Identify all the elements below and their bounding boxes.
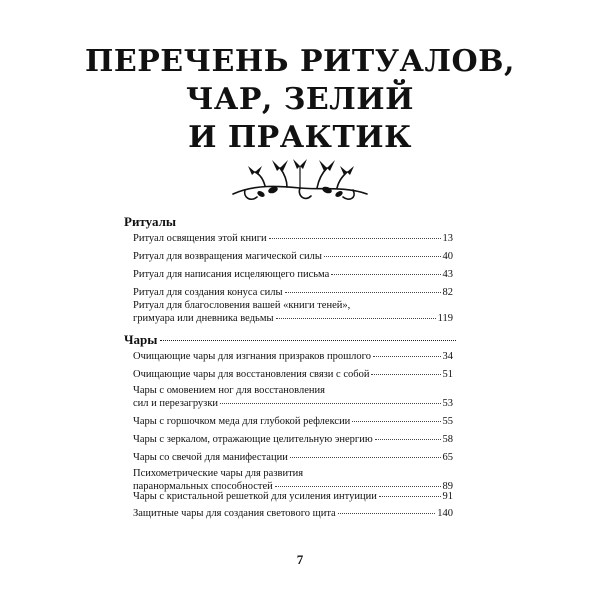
- toc-entry[interactable]: Ритуал для написания исцеляющего письма 43: [133, 269, 453, 280]
- toc-entry[interactable]: Очищающие чары для восстановления связи с собой 51: [133, 369, 453, 380]
- toc-entry[interactable]: Чары с зеркалом, отражающие целительную энергию 58: [133, 434, 453, 445]
- toc-entry[interactable]: Чары со свечой для манифестации 65: [133, 452, 453, 463]
- toc-entry[interactable]: Ритуал освящения этой книги 13: [133, 233, 453, 244]
- toc-entry[interactable]: Психометрические чары для развития паранормальных способностей 89: [133, 468, 453, 492]
- toc-entry[interactable]: Чары с омовением ног для восстановления сил и перезагрузки 53: [133, 385, 453, 409]
- page-title-line-2: ЧАР, ЗЕЛИЙ: [186, 82, 414, 117]
- toc-entry[interactable]: Чары с кристальной решеткой для усиления интуиции 91: [133, 491, 453, 502]
- page-title-line-3: И ПРАКТИК: [188, 120, 412, 155]
- section-heading-rituals: Ритуалы: [124, 214, 177, 229]
- vine-butterflies-ornament-icon: [225, 150, 375, 206]
- page-title-line-1: ПЕРЕЧЕНЬ РИТУАЛОВ,: [85, 44, 515, 79]
- toc-entry[interactable]: Чары с горшочком меда для глубокой рефлексии 55: [133, 416, 453, 427]
- toc-entry[interactable]: Ритуал для возвращения магической силы 40: [133, 251, 453, 262]
- page-number: 7: [296, 552, 304, 567]
- toc-entry[interactable]: Ритуал для создания конуса силы 82: [133, 287, 453, 298]
- toc-entry[interactable]: Ритуал для благословения вашей «книги теней», гримуара или дневника ведьмы 119: [133, 300, 453, 324]
- toc-entry[interactable]: Защитные чары для создания светового щита 140: [133, 508, 453, 519]
- toc-entry[interactable]: Очищающие чары для изгнания призраков прошлого 34: [133, 351, 453, 362]
- section-heading-charms: Чары: [124, 332, 456, 348]
